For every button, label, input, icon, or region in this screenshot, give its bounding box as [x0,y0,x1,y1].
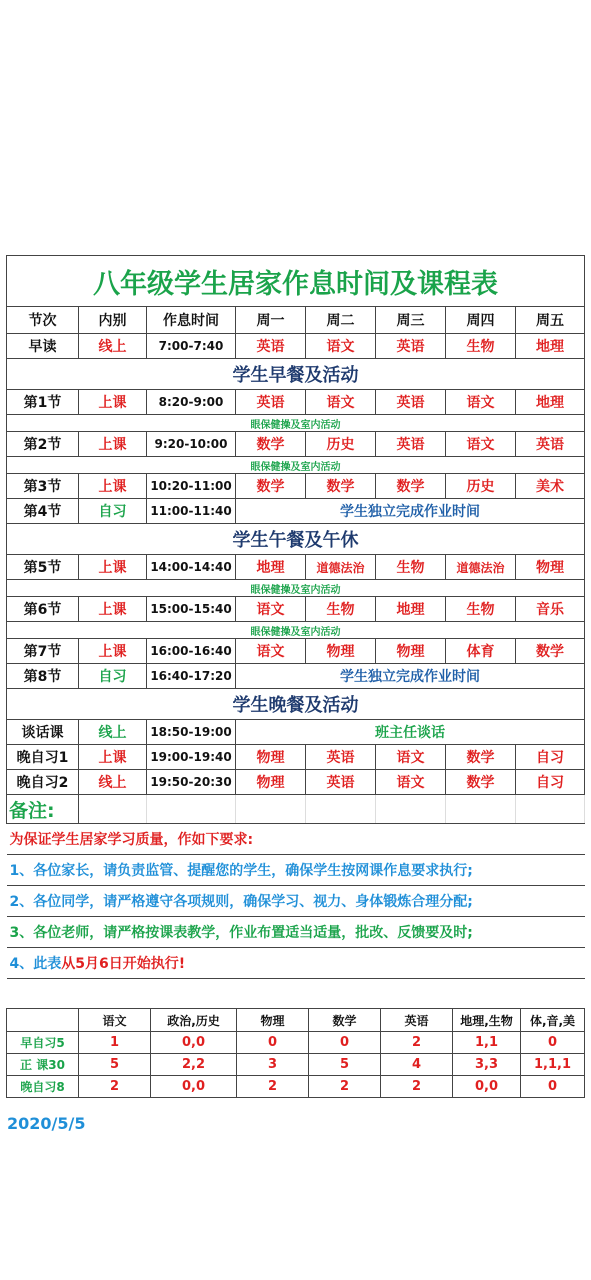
header-cell: 周一 [236,307,306,334]
merged-activity-cell: 学生独立完成作业时间 [236,664,585,689]
meal-banner-row [7,359,585,390]
header-cell: 节次 [7,307,79,334]
banner-text: 学生早餐及活动 [7,359,585,390]
class-type-cell: 上课 [79,432,147,457]
subject-cell: 数学 [236,432,306,457]
subject-cell: 地理 [516,334,585,359]
stats-header-cell: 物理 [237,1009,309,1032]
meal-banner-row [7,524,585,555]
blank-cell [236,795,306,824]
eye-exercise-text: 眼保健操及室内活动 [7,457,585,474]
class-type-cell: 上课 [79,639,147,664]
schedule-row [7,745,585,770]
period-cell: 第4节 [7,499,79,524]
merged-activity-cell: 班主任谈话 [236,720,585,745]
subject-cell: 地理 [376,597,446,622]
stats-row-label: 早自习5 [7,1032,79,1054]
stats-value: 2 [309,1076,381,1098]
stats-header-cell: 体,音,美 [521,1009,585,1032]
blank-cell [147,795,236,824]
period-cell: 早读 [7,334,79,359]
weekly-stats [6,1008,584,1098]
stats-header-cell [7,1009,79,1032]
class-type-cell: 上课 [79,390,147,415]
schedule-table [6,255,585,979]
schedule-row [7,720,585,745]
time-cell: 11:00-11:40 [147,499,236,524]
period-cell: 晚自习2 [7,770,79,795]
page-title: 八年级学生居家作息时间及课程表 [7,256,585,307]
stats-value: 2,2 [151,1054,237,1076]
subject-cell: 数学 [446,745,516,770]
schedule-row [7,639,585,664]
header-cell: 内别 [79,307,147,334]
period-cell: 第3节 [7,474,79,499]
stats-header-cell: 语文 [79,1009,151,1032]
stats-row [7,1076,585,1098]
notes-item-2: 2、各位同学，请严格遵守各项规则，确保学习、视力、身体锻炼合理分配; [7,886,585,917]
subject-cell: 物理 [236,745,306,770]
header-cell: 周三 [376,307,446,334]
subject-cell: 道德法治 [306,555,376,580]
subject-cell: 数学 [306,474,376,499]
class-type-cell: 自习 [79,499,147,524]
header-cell: 周五 [516,307,585,334]
eye-exercise-row [7,580,585,597]
stats-header-cell: 数学 [309,1009,381,1032]
period-cell: 第8节 [7,664,79,689]
subject-cell: 历史 [306,432,376,457]
class-type-cell: 上课 [79,555,147,580]
time-cell: 15:00-15:40 [147,597,236,622]
subject-cell: 数学 [516,639,585,664]
period-cell: 谈话课 [7,720,79,745]
notes-item-4-prefix: 4、此表 [9,956,62,972]
subject-cell: 语文 [236,639,306,664]
stats-value: 4 [381,1054,453,1076]
subject-cell: 自习 [516,745,585,770]
notes-heading: 备注: [7,795,79,824]
stats-value: 2 [381,1032,453,1054]
subject-cell: 地理 [516,390,585,415]
time-cell: 10:20-11:00 [147,474,236,499]
date-label: 2020/5/5 [7,1114,86,1133]
subject-cell: 物理 [306,639,376,664]
time-cell: 19:00-19:40 [147,745,236,770]
class-type-cell: 上课 [79,597,147,622]
stats-table [6,1008,585,1098]
subject-cell: 英语 [236,334,306,359]
stats-value: 0,0 [151,1032,237,1054]
stats-value: 0,0 [453,1076,521,1098]
stats-value: 0 [237,1032,309,1054]
class-type-cell: 上课 [79,474,147,499]
blank-cell [306,795,376,824]
stats-value: 5 [79,1054,151,1076]
stats-value: 3 [237,1054,309,1076]
subject-cell: 语文 [236,597,306,622]
subject-cell: 道德法治 [446,555,516,580]
stats-value: 2 [381,1076,453,1098]
class-type-cell: 线上 [79,334,147,359]
notes-item-4 [7,948,585,979]
class-type-cell: 线上 [79,720,147,745]
time-cell: 18:50-19:00 [147,720,236,745]
period-cell: 第2节 [7,432,79,457]
subject-cell: 英语 [236,390,306,415]
stats-value: 1,1,1 [521,1054,585,1076]
stats-value: 1 [79,1032,151,1054]
time-cell: 9:20-10:00 [147,432,236,457]
schedule-sheet [6,255,584,979]
subject-cell: 音乐 [516,597,585,622]
stats-value: 5 [309,1054,381,1076]
subject-cell: 英语 [376,390,446,415]
eye-exercise-row [7,457,585,474]
eye-exercise-text: 眼保健操及室内活动 [7,580,585,597]
stats-header-cell: 地理,生物 [453,1009,521,1032]
stats-value: 1,1 [453,1032,521,1054]
subject-cell: 英语 [516,432,585,457]
subject-cell: 数学 [376,474,446,499]
eye-exercise-row [7,415,585,432]
schedule-row [7,334,585,359]
eye-exercise-row [7,622,585,639]
stats-row [7,1032,585,1054]
stats-header-cell: 英语 [381,1009,453,1032]
stats-value: 0 [521,1076,585,1098]
schedule-row [7,390,585,415]
class-type-cell: 自习 [79,664,147,689]
stats-row [7,1054,585,1076]
subject-cell: 语文 [376,770,446,795]
subject-cell: 美术 [516,474,585,499]
period-cell: 第7节 [7,639,79,664]
subject-cell: 语文 [446,432,516,457]
period-cell: 第5节 [7,555,79,580]
subject-cell: 英语 [306,770,376,795]
subject-cell: 英语 [376,432,446,457]
period-cell: 第1节 [7,390,79,415]
stats-value: 0 [309,1032,381,1054]
header-cell: 作息时间 [147,307,236,334]
subject-cell: 历史 [446,474,516,499]
stats-value: 0 [521,1032,585,1054]
subject-cell: 数学 [446,770,516,795]
subject-cell: 物理 [236,770,306,795]
subject-cell: 物理 [516,555,585,580]
stats-value: 2 [237,1076,309,1098]
stats-row-label: 晚自习8 [7,1076,79,1098]
header-cell: 周二 [306,307,376,334]
schedule-row [7,474,585,499]
schedule-row [7,664,585,689]
stats-row-label: 正 课30 [7,1054,79,1076]
class-type-cell: 线上 [79,770,147,795]
notes-item-3: 3、各位老师，请严格按课表教学，作业布置适当适量，批改、反馈要及时; [7,917,585,948]
notes-intro: 为保证学生居家学习质量，作如下要求: [7,824,585,855]
schedule-row [7,432,585,457]
subject-cell: 英语 [376,334,446,359]
subject-cell: 英语 [306,745,376,770]
period-cell: 第6节 [7,597,79,622]
time-cell: 7:00-7:40 [147,334,236,359]
time-cell: 8:20-9:00 [147,390,236,415]
subject-cell: 生物 [306,597,376,622]
stats-value: 2 [79,1076,151,1098]
stats-value: 3,3 [453,1054,521,1076]
blank-cell [79,795,147,824]
subject-cell: 生物 [446,597,516,622]
header-cell: 周四 [446,307,516,334]
subject-cell: 语文 [306,334,376,359]
subject-cell: 数学 [236,474,306,499]
subject-cell: 自习 [516,770,585,795]
stats-header-cell: 政治,历史 [151,1009,237,1032]
time-cell: 14:00-14:40 [147,555,236,580]
subject-cell: 物理 [376,639,446,664]
subject-cell: 语文 [446,390,516,415]
period-cell: 晚自习1 [7,745,79,770]
subject-cell: 生物 [446,334,516,359]
subject-cell: 地理 [236,555,306,580]
eye-exercise-text: 眼保健操及室内活动 [7,415,585,432]
banner-text: 学生晚餐及活动 [7,689,585,720]
blank-cell [376,795,446,824]
schedule-row [7,499,585,524]
subject-cell: 语文 [306,390,376,415]
time-cell: 16:00-16:40 [147,639,236,664]
notes-item-4-highlight: 从5月6日开始执行! [61,956,186,972]
time-cell: 19:50-20:30 [147,770,236,795]
eye-exercise-text: 眼保健操及室内活动 [7,622,585,639]
banner-text: 学生午餐及午休 [7,524,585,555]
subject-cell: 语文 [376,745,446,770]
blank-cell [516,795,585,824]
blank-cell [446,795,516,824]
class-type-cell: 上课 [79,745,147,770]
schedule-row [7,770,585,795]
schedule-row [7,555,585,580]
time-cell: 16:40-17:20 [147,664,236,689]
merged-activity-cell: 学生独立完成作业时间 [236,499,585,524]
stats-value: 0,0 [151,1076,237,1098]
schedule-row [7,597,585,622]
notes-item-1: 1、各位家长，请负责监管、提醒您的学生，确保学生按网课作息要求执行; [7,855,585,886]
subject-cell: 生物 [376,555,446,580]
meal-banner-row [7,689,585,720]
subject-cell: 体育 [446,639,516,664]
